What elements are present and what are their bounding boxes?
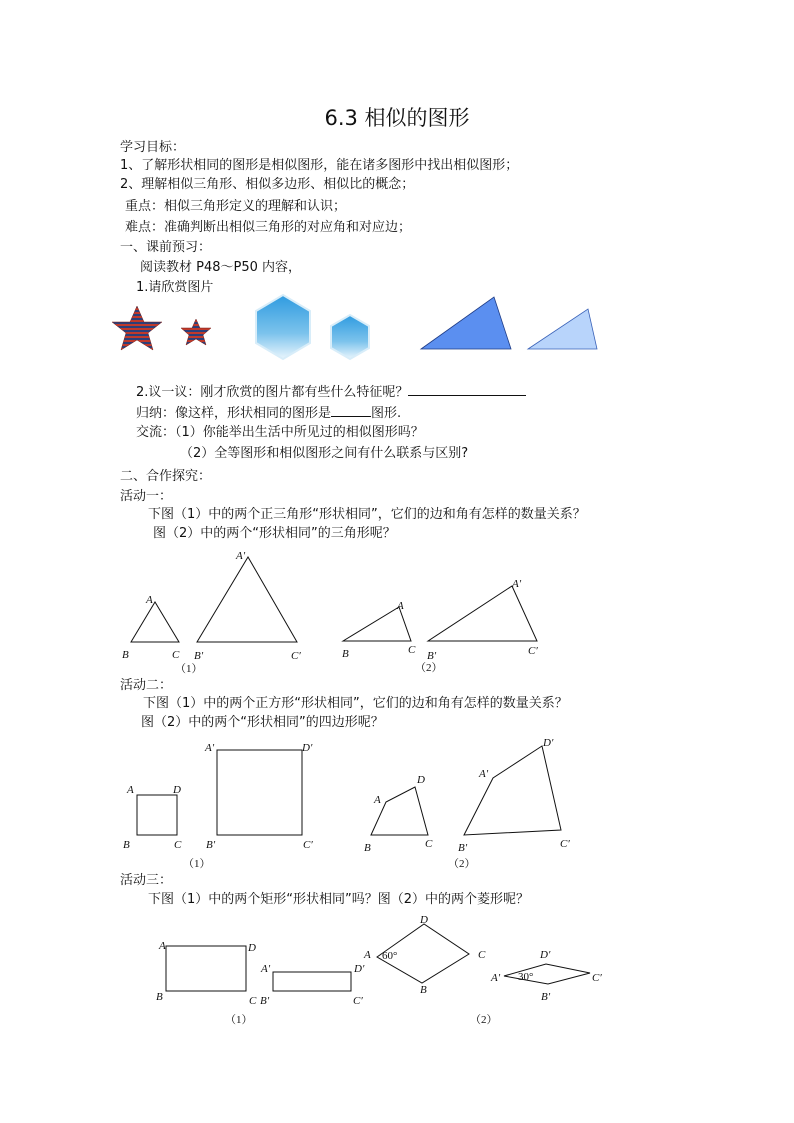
objective-1: 1、了解形状相同的图形是相似图形，能在诸多图形中找出相似图形； (120, 158, 519, 173)
label-b1-2: B′ (427, 650, 437, 662)
triangle-abc (131, 602, 179, 642)
label-d1-2: D′ (543, 737, 554, 749)
activity3-figures (150, 912, 610, 1032)
label-d1: D′ (302, 742, 313, 754)
triangle-a1b1c1 (197, 557, 297, 642)
angle-30-label: 30° (518, 971, 534, 983)
activity1-line2: 图（2）中的两个“形状相同”的三角形呢？ (153, 526, 396, 541)
picture-row (105, 292, 605, 362)
activity1-line1: 下图（1）中的两个正三角形“形状相同”，它们的边和角有怎样的数量关系？ (148, 507, 586, 522)
quad-a1b1c1d1 (464, 746, 561, 835)
difficulty: 难点：准确判断出相似三角形的对应角和对应边； (125, 220, 412, 235)
label-d: D (173, 784, 181, 796)
square-a1b1c1d1 (217, 750, 302, 835)
label-b1: B′ (206, 839, 216, 851)
caption-2: （2） (415, 662, 443, 674)
label-c1-2: C′ (592, 972, 602, 984)
discuss-item: 2.议一议：刚才欣赏的图片都有些什么特征呢？ (136, 383, 526, 401)
angle-60-label: 60° (382, 950, 398, 962)
rect-abcd (166, 946, 246, 991)
label-a-2: A (397, 600, 404, 612)
label-a1-2: A′ (512, 578, 522, 590)
label-a: A (127, 784, 134, 796)
label-c-2: C (425, 838, 433, 850)
answer-blank-features[interactable] (408, 383, 526, 396)
label-d: D (248, 942, 256, 954)
label-a1: A′ (205, 742, 215, 754)
label-d-2: D (420, 914, 428, 926)
label-b-2: B (364, 842, 371, 854)
activity1-figures (115, 545, 555, 675)
label-c1: C′ (353, 995, 363, 1007)
reading-assignment: 阅读教材 P48～P50 内容， (140, 260, 302, 275)
star-large-icon (112, 306, 162, 350)
label-a-2: A (364, 949, 371, 961)
exchange-line-1: 交流：（1）你能举出生活中所见过的相似图形吗？ (136, 425, 424, 440)
caption-1: （1） (175, 663, 203, 675)
rhombus-a1b1c1d1 (504, 964, 590, 984)
label-c1: C′ (303, 839, 313, 851)
label-b: B (123, 839, 130, 851)
star-small-icon (181, 319, 211, 345)
label-a-2: A (374, 794, 381, 806)
label-a1: A′ (236, 550, 246, 562)
activity2-line1: 下图（1）中的两个正方形“形状相同”，它们的边和角有怎样的数量关系？ (143, 696, 568, 711)
label-a1-2: A′ (479, 768, 489, 780)
label-a: A (159, 940, 166, 952)
caption-2: （2） (448, 858, 476, 870)
exchange-line-2: （2）全等图形和相似图形之间有什么联系与区别? (180, 446, 469, 461)
rect-a1b1c1d1 (273, 972, 351, 991)
triangle-abc-2 (343, 607, 411, 641)
hexagon-small-icon (331, 315, 369, 359)
activity2-line2: 图（2）中的两个“形状相同”的四边形呢？ (141, 715, 384, 730)
activity2-label: 活动二： (120, 678, 173, 693)
label-b1: B′ (260, 995, 270, 1007)
label-c1: C′ (291, 650, 301, 662)
triangle-small-icon (528, 309, 597, 349)
label-b-2: B (420, 984, 427, 996)
appreciate-item: 1.请欣赏图片 (136, 280, 214, 295)
label-c1-2: C′ (528, 645, 538, 657)
label-d-2: D (417, 774, 425, 786)
caption-1: （1） (225, 1014, 253, 1026)
label-c-2: C (408, 644, 416, 656)
objective-2: 2、理解相似三角形、相似多边形、相似比的概念； (120, 177, 415, 192)
key-point: 重点：相似三角形定义的理解和认识； (125, 199, 347, 214)
triangle-large-icon (421, 297, 511, 349)
activity2-figures (115, 735, 585, 870)
caption-2: （2） (470, 1014, 498, 1026)
label-c: C (172, 649, 180, 661)
label-d1: D′ (354, 963, 365, 975)
section2-heading: 二、合作探究： (120, 469, 212, 484)
label-a1-2: A′ (491, 972, 501, 984)
label-c1-2: C′ (560, 838, 570, 850)
label-a1: A′ (261, 963, 271, 975)
label-b: B (122, 649, 129, 661)
caption-1: （1） (183, 858, 211, 870)
square-abcd (137, 795, 177, 835)
label-c: C (249, 995, 257, 1007)
label-c: C (174, 839, 182, 851)
hexagon-large-icon (256, 295, 310, 359)
activity3-label: 活动三： (120, 873, 173, 888)
label-b-2: B (342, 648, 349, 660)
activity3-line1: 下图（1）中的两个矩形“形状相同”吗？图（2）中的两个菱形呢？ (148, 892, 530, 907)
label-b1-2: B′ (458, 842, 468, 854)
section1-heading: 一、课前预习： (120, 240, 212, 255)
label-d1-2: D′ (540, 949, 551, 961)
label-b1: B′ (194, 650, 204, 662)
page-title: 6.3 相似的图形 (324, 106, 470, 130)
label-c-2: C (478, 949, 486, 961)
label-b1-2: B′ (541, 991, 551, 1003)
triangle-a1b1c1-2 (428, 586, 537, 641)
answer-blank-summary[interactable] (331, 404, 371, 417)
label-b: B (156, 991, 163, 1003)
objectives-heading: 学习目标： (120, 140, 186, 155)
activity1-label: 活动一： (120, 489, 173, 504)
label-a: A (146, 594, 153, 606)
summary-line: 归纳：像这样，形状相同的图形是 图形. (136, 406, 402, 421)
